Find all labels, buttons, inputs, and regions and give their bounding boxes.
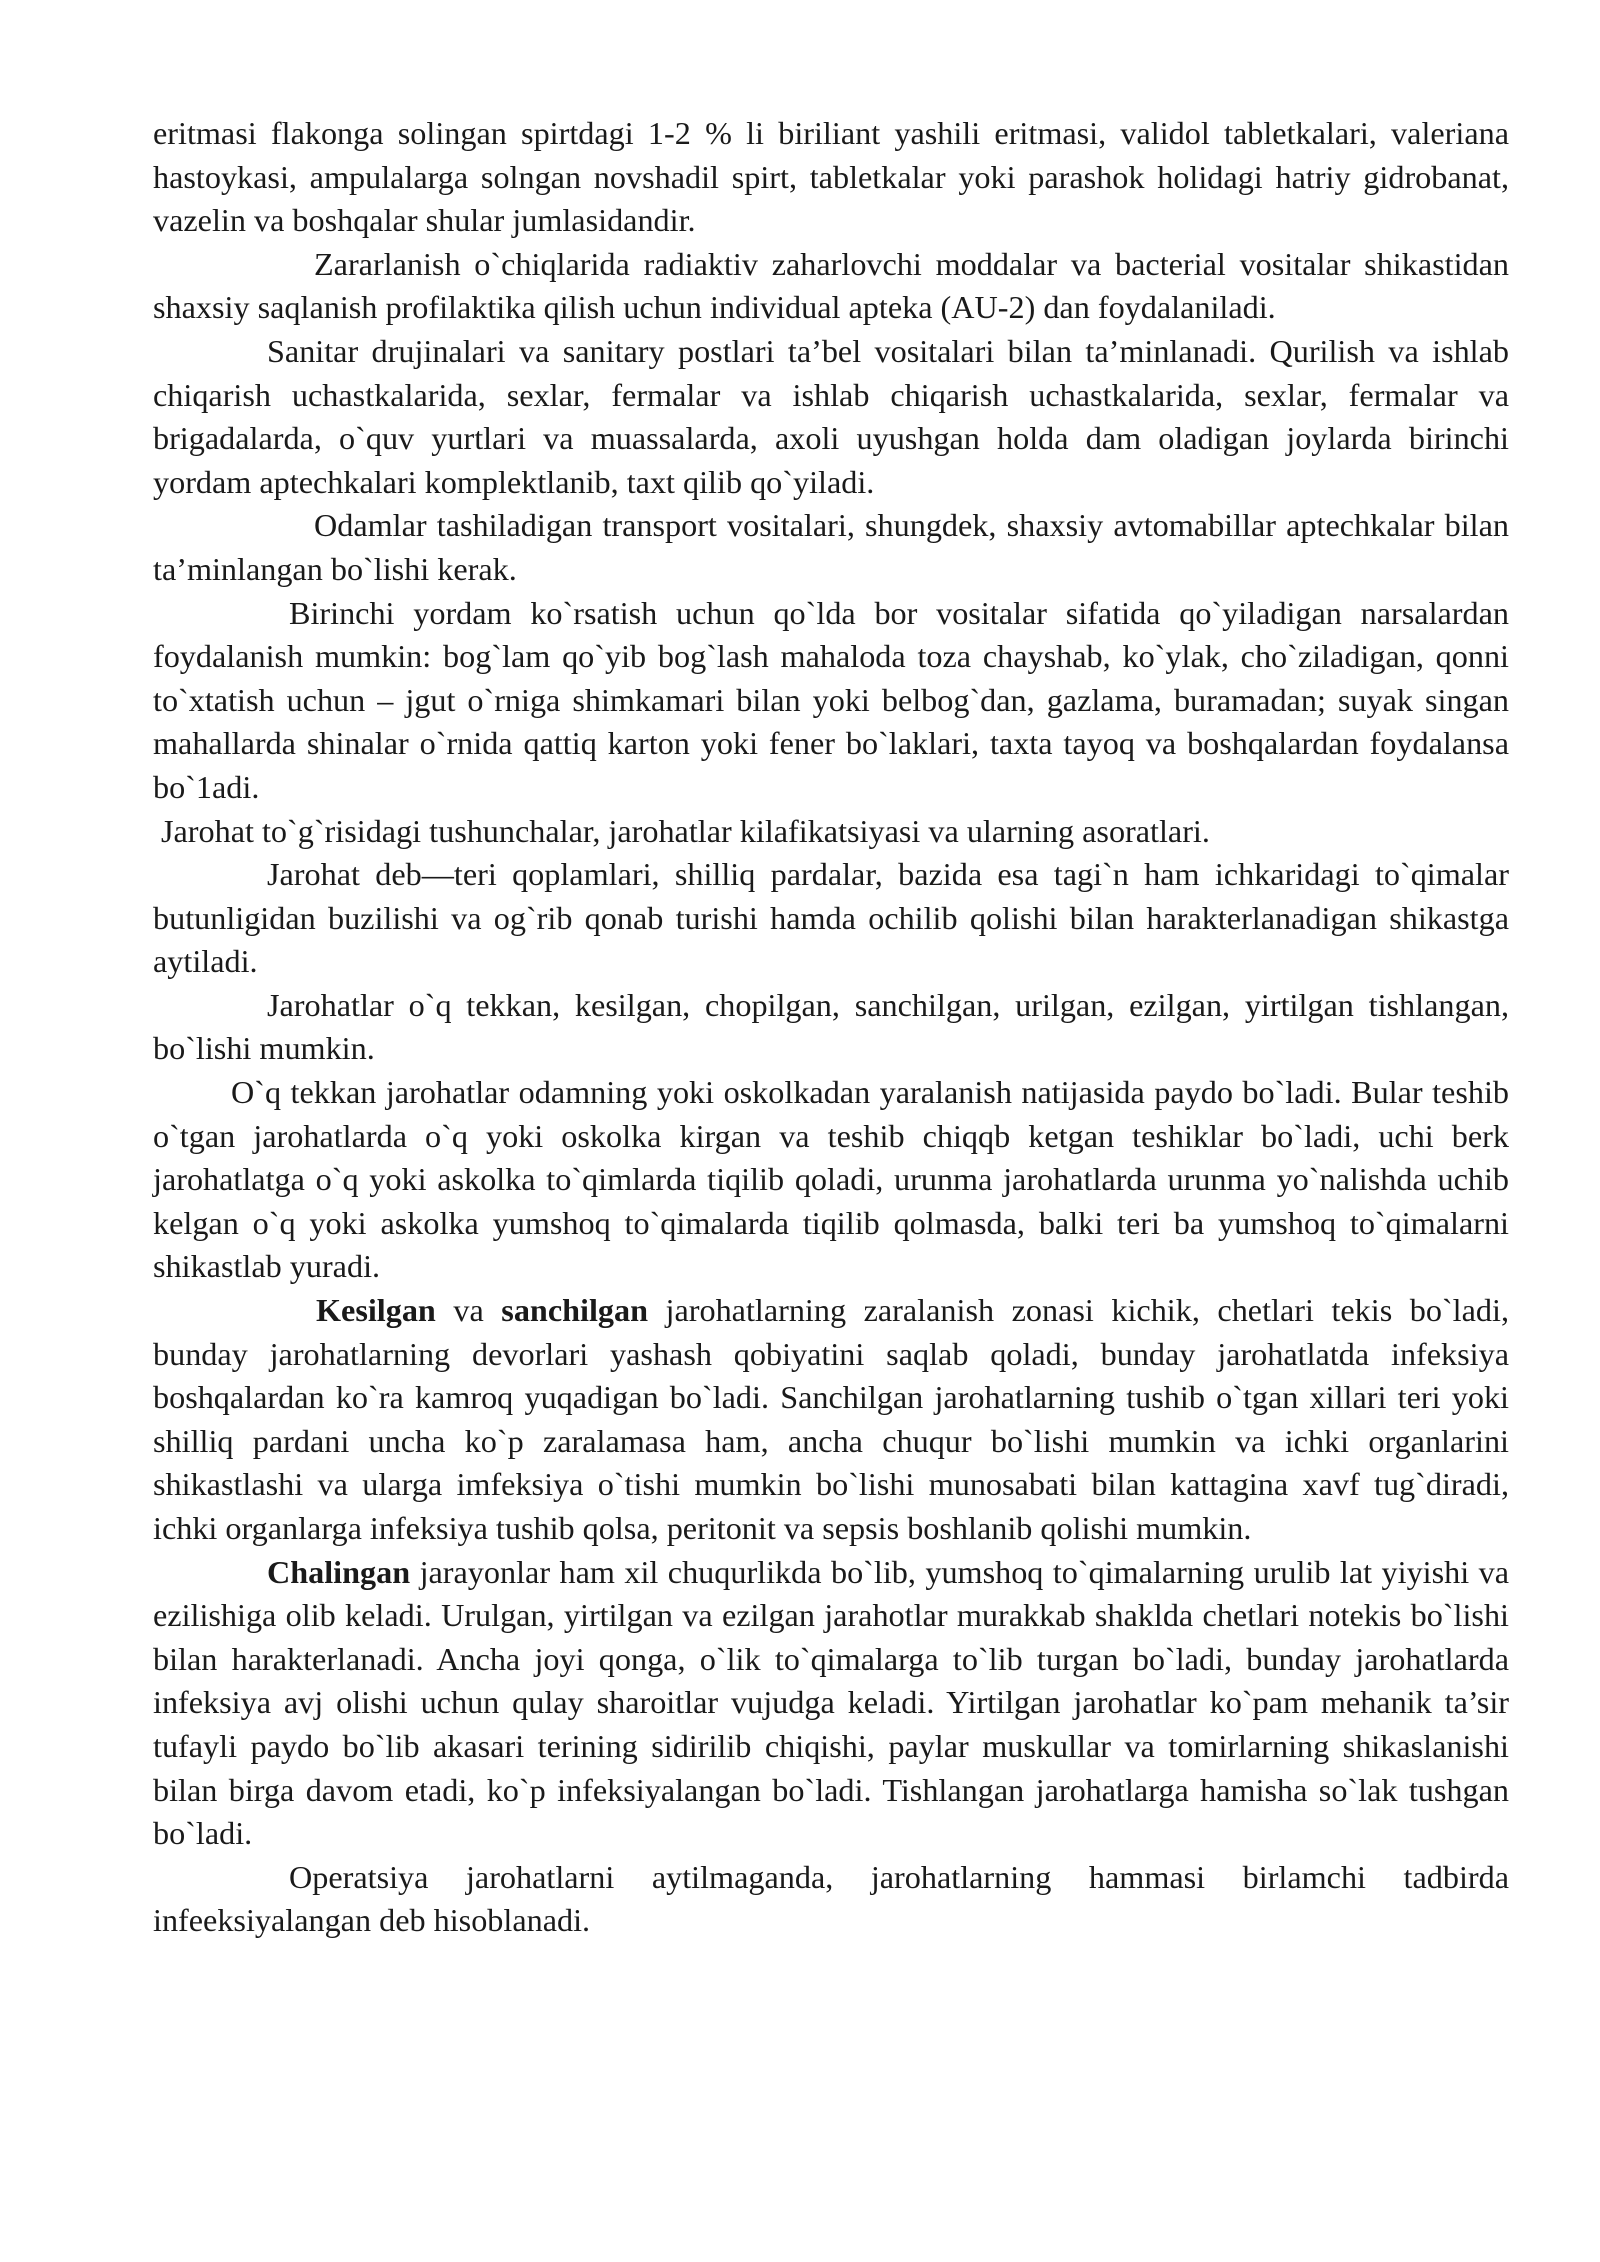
paragraph-cut-stab-wounds bbox=[153, 1289, 1509, 1551]
paragraph-wound-definition: Jarohat deb—teri qoplamlari, shilliq pardalar, bazida esa tagi`n ham ichkaridagi to`qimalar butunligidan buzilishi va og`rib qonab turishi hamda ochilib qolishi bilan harakterlanadigan shikastga aytiladi. bbox=[153, 856, 1509, 980]
paragraph-gunshot-wounds: O`q tekkan jarohatlar odamning yoki oskolkadan yaralanish natijasida paydo bo`ladi. Bular teshib o`tgan jarohatlarda o`q yoki oskolka kirgan va teshib chiqqb ketgan teshiklar bo`ladi, uchi berk jarohatlatga o`q yoki askolka to`qimlarda tiqilib qoladi, urunma jarohatlarda urunma yo`nalishda uchib kelgan o`q yoki askolka yumshoq to`qimalarda tiqilib qolmasda, balki teri ba yumshoq to`qimalarni shikastlab yuradi. bbox=[153, 1074, 1509, 1285]
term-chalingan: Chalingan bbox=[267, 1553, 411, 1590]
paragraph-individual-kit: Zararlanish o`chiqlarida radiaktiv zaharlovchi moddalar va bacterial vositalar shikastidan shaxsiy saqlanish profilaktika qilish uchun individual apteka (AU-2) dan foydalaniladi. bbox=[153, 245, 1509, 326]
paragraph-improvised-means: Birinchi yordam ko`rsatish uchun qo`lda bor vositalar sifatida qo`yiladigan narsalardan foydalanish mumkin: bog`lam qo`yib bog`lash mahaloda toza chayshab, ko`ylak, cho`ziladigan, qonni to`xtatish uchun – jgut o`rniga shimkamari bilan yoki belbog`dan, gazlama, buramadan; suyak singan mahallarda shinalar o`rnida qattiq karton yoki fener bo`laklari, taxta tayoq va boshqalardan foydalansa bo`1adi. bbox=[153, 594, 1509, 805]
paragraph-transport-kits: Odamlar tashiladigan transport vositalari, shungdek, shaxsiy avtomabillar aptechkalar bilan ta’minlangan bo`lishi kerak. bbox=[153, 507, 1509, 587]
paragraph-operative-wounds: Operatsiya jarohatlarni aytilmaganda, jarohatlarning hammasi birlamchi tadbirda infeeksiyalangan deb hisoblanadi. bbox=[153, 1858, 1509, 1939]
document-page bbox=[153, 112, 1509, 1943]
conjunction: va bbox=[435, 1292, 502, 1329]
paragraph-first-aid-supplies: eritmasi flakonga solingan spirtdagi 1-2 % li biriliant yashili eritmasi, validol tabletkalari, valeriana hastoykasi, ampulalarga solngan novshadil spirt, tabletkalar yoki parashok holidagi hatriy gidrobanat, vazelin va boshqalar shular jumlasidandir. bbox=[153, 115, 1509, 239]
term-sanchilgan: sanchilgan bbox=[501, 1292, 648, 1329]
term-kesilgan: Kesilgan bbox=[316, 1292, 436, 1329]
paragraph-sanitary-posts: Sanitar drujinalari va sanitary postlari ta’bel vositalari bilan ta’minlanadi. Qurilish va ishlab chiqarish uchastkalarida, sexlar, fermalar va ishlab chiqarish uchastkalarida, sexlar, fermalar va brigadalarda, o`quv yurtlari va muassalarda, axoli uyushgan holda dam oladigan joylarda birinchi yordam aptechkalari komplektlanib, taxt qilib qo`yiladi. bbox=[153, 332, 1509, 500]
paragraph-chalingan-wounds bbox=[153, 1551, 1509, 1856]
paragraph-wound-types: Jarohatlar o`q tekkan, kesilgan, chopilgan, sanchilgan, urilgan, ezilgan, yirtilgan tishlangan, bo`lishi mumkin. bbox=[153, 986, 1509, 1067]
section-heading-wounds: Jarohat to`g`risidagi tushunchalar, jarohatlar kilafikatsiyasi va ularning asoratlari. bbox=[161, 812, 1210, 849]
paragraph-body: jarayonlar ham xil chuqurlikda bo`lib, yumshoq to`qimalarning urulib lat yiyishi va ezilishiga olib keladi. Urulgan, yirtilgan va ezilgan jarahotlar murakkab shaklda chetlari notekis bo`lishi bilan harakterlanadi. Ancha joyi qonga, o`lik to`qimalarga to`lib turgan bo`ladi, bunday jarohatlarda infeksiya avj olishi uchun qulay sharoitlar vujudga keladi. Yirtilgan jarohatlar ko`pam mehanik ta’sir tufayli paydo bo`lib akasari terining sidirilib chiqishi, paylar muskullar va tomirlarning shikaslanishi bilan birga davom etadi, ko`p infeksiyalangan bo`ladi. Tishlangan jarohatlarga hamisha so`lak tushgan bo`ladi. bbox=[153, 1553, 1509, 1852]
paragraph-body: jarohatlarning zaralanish zonasi kichik, chetlari tekis bo`ladi, bunday jarohatlarning devorlari yashash qobiyatini saqlab qoladi, bunday jarohatlatda infeksiya boshqalardan ko`ra kamroq yuqadigan bo`ladi. Sanchilgan jarohatlarning tushib o`tgan xillari teri yoki shilliq pardani uncha ko`p zaralamasa ham, ancha chuqur bo`lishi mumkin va ichki organlarini shikastlashi va ularga imfeksiya o`tishi mumkin bo`lishi munosabati bilan kattagina xavf tug`diradi, ichki organlarga infeksiya tushib qolsa, peritonit va sepsis boshlanib qolishi mumkin. bbox=[153, 1292, 1509, 1546]
